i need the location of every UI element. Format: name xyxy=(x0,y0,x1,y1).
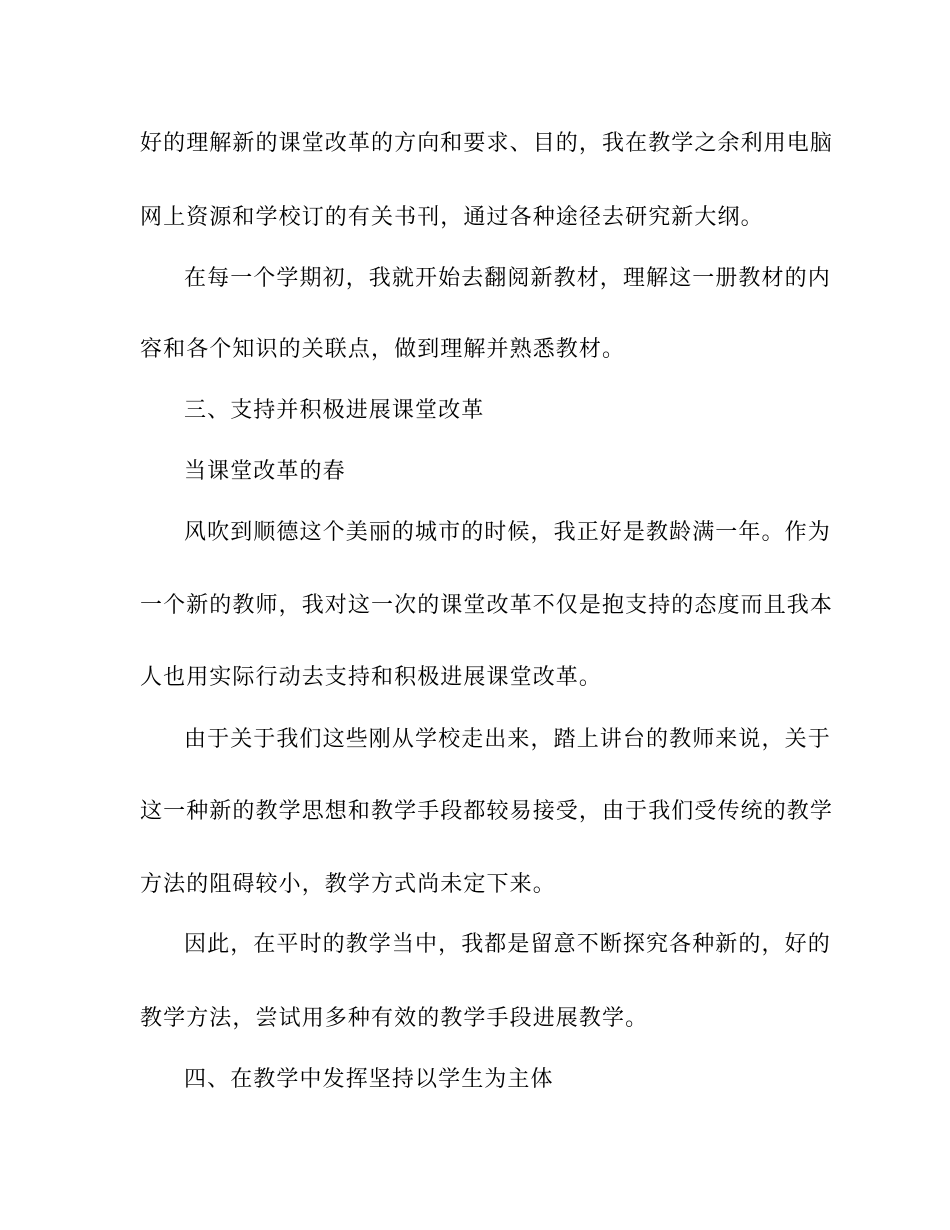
paragraph-line: 当课堂改革的春 xyxy=(184,459,346,484)
paragraph-line: 教学方法，尝试用多种有效的教学手段进展教学。 xyxy=(140,1006,649,1031)
paragraph-line: 由于关于我们这些刚从学校走出来，踏上讲台的教师来说，关于 xyxy=(184,727,831,752)
paragraph-line: 这一种新的教学思想和教学手段都较易接受，由于我们受传统的教学 xyxy=(140,799,834,824)
paragraph-line: 方法的阻碍较小，教学方式尚未定下来。 xyxy=(140,872,556,897)
paragraph-line: 网上资源和学校订的有关书刊，通过各种途径去研究新大纲。 xyxy=(140,205,764,230)
paragraph-line: 一个新的教师，我对这一次的课堂改革不仅是抱支持的态度而且我本 xyxy=(140,593,834,618)
paragraph-line: 风吹到顺德这个美丽的城市的时候，我正好是教龄满一年。作为 xyxy=(184,520,831,545)
paragraph-line: 人也用实际行动去支持和积极进展课堂改革。 xyxy=(140,665,603,690)
paragraph-line: 好的理解新的课堂改革的方向和要求、目的，我在教学之余利用电脑 xyxy=(140,131,834,156)
section-heading: 四、在教学中发挥坚持以学生为主体 xyxy=(184,1067,554,1092)
paragraph-line: 因此，在平时的教学当中，我都是留意不断探究各种新的，好的 xyxy=(184,932,831,957)
paragraph-line: 在每一个学期初，我就开始去翻阅新教材，理解这一册教材的内 xyxy=(184,266,831,291)
paragraph-line: 容和各个知识的关联点，做到理解并熟悉教材。 xyxy=(140,337,626,362)
section-heading: 三、支持并积极进展课堂改革 xyxy=(184,398,485,423)
